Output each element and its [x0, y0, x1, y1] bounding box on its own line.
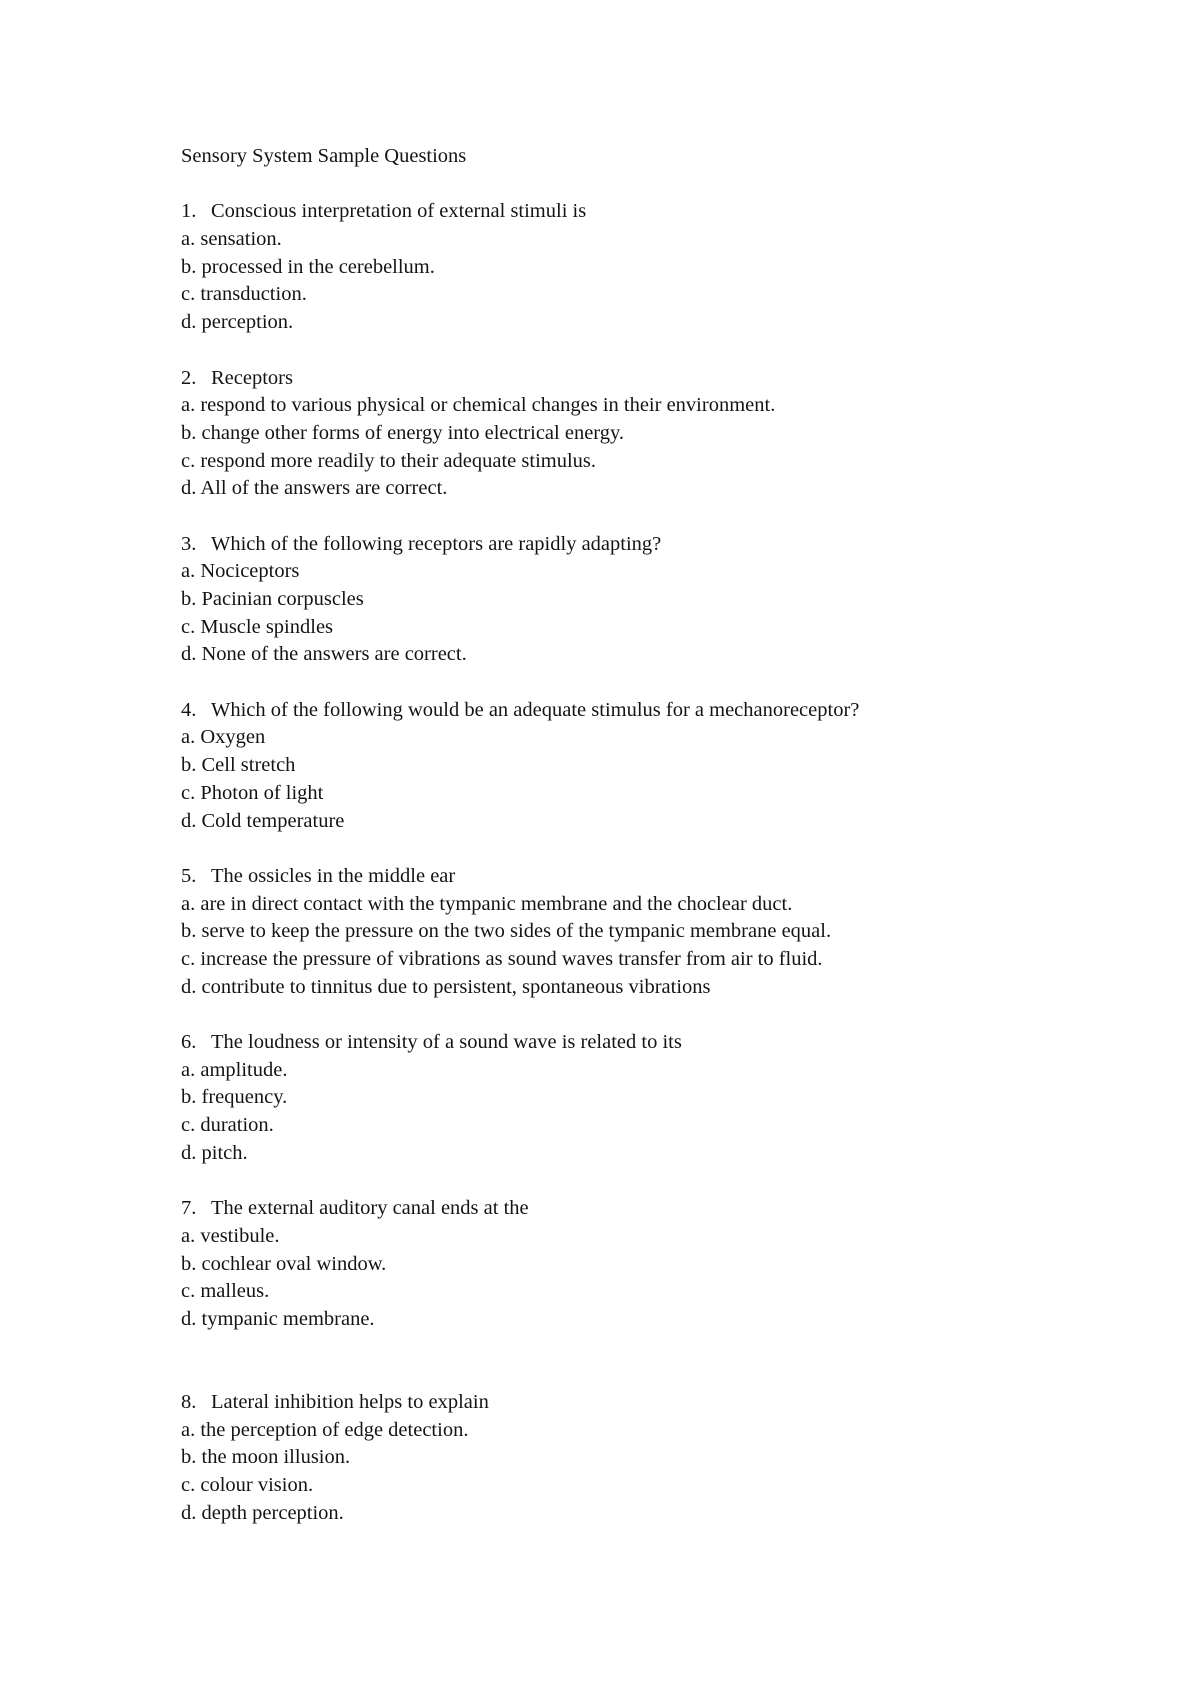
- question-stem: [181, 1389, 1161, 1417]
- answer-option-b: b. serve to keep the pressure on the two sides of the tympanic membrane equal.: [181, 920, 832, 943]
- document-content: [181, 143, 1161, 1555]
- answer-option-b: b. cochlear oval window.: [181, 1252, 387, 1275]
- answer-option-c: c. transduction.: [181, 283, 307, 306]
- question-3: [181, 531, 1161, 669]
- question-number: 3.: [181, 532, 197, 555]
- answer-option-b: b. the moon illusion.: [181, 1446, 351, 1469]
- question-8: [181, 1389, 1161, 1527]
- question-text: Which of the following would be an adequate stimulus for a mechanoreceptor?: [211, 698, 860, 721]
- answer-option-a: a. amplitude.: [181, 1058, 288, 1081]
- question-number: 2.: [181, 366, 197, 389]
- answer-option-b: b. frequency.: [181, 1086, 288, 1109]
- answer-option-b: b. Pacinian corpuscles: [181, 588, 364, 610]
- answer-option-d: d. All of the answers are correct.: [181, 477, 448, 500]
- answer-option-d: d. depth perception.: [181, 1501, 344, 1524]
- answer-option-a: a. the perception of edge detection.: [181, 1418, 469, 1441]
- answer-option-a: a. respond to various physical or chemical changes in their environment.: [181, 394, 776, 417]
- answer-option-a: a. Oxygen: [181, 726, 266, 749]
- question-number: 6.: [181, 1031, 197, 1053]
- question-text: Which of the following receptors are rapidly adapting?: [211, 532, 662, 555]
- answer-option-b: b. processed in the cerebellum.: [181, 255, 435, 278]
- answer-option-d: d. Cold temperature: [181, 809, 345, 832]
- answer-option-b: b. change other forms of energy into electrical energy.: [181, 421, 625, 444]
- question-number: 8.: [181, 1390, 197, 1413]
- question-4: [181, 697, 1161, 835]
- answer-option-c: c. duration.: [181, 1114, 274, 1137]
- answer-option-d: d. tympanic membrane.: [181, 1307, 375, 1330]
- question-stem: [181, 863, 1161, 891]
- answer-option-a: a. sensation.: [181, 228, 282, 251]
- answer-option-c: c. Muscle spindles: [181, 615, 334, 638]
- document-title: Sensory System Sample Questions: [181, 145, 467, 167]
- answer-option-d: d. None of the answers are correct.: [181, 643, 467, 666]
- question-text: The external auditory canal ends at the: [211, 1197, 529, 1220]
- question-stem: [181, 531, 1161, 559]
- answer-option-c: c. colour vision.: [181, 1474, 314, 1497]
- question-text: Conscious interpretation of external stimuli is: [211, 200, 587, 223]
- answer-option-c: c. respond more readily to their adequate stimulus.: [181, 449, 597, 472]
- answer-option-c: c. Photon of light: [181, 781, 324, 804]
- question-stem: [181, 365, 1161, 393]
- question-text: The ossicles in the middle ear: [211, 864, 456, 887]
- answer-option-c: c. malleus.: [181, 1280, 270, 1303]
- question-1: [181, 198, 1161, 336]
- answer-option-a: a. vestibule.: [181, 1224, 280, 1247]
- answer-option-d: d. contribute to tinnitus due to persistent, spontaneous vibrations: [181, 975, 711, 998]
- question-stem: [181, 198, 1161, 226]
- question-number: 5.: [181, 864, 197, 887]
- question-number: 1.: [181, 200, 197, 223]
- question-number: 7.: [181, 1197, 197, 1220]
- question-6: [181, 1029, 1161, 1167]
- question-stem: [181, 1029, 1161, 1057]
- answer-option-a: a. are in direct contact with the tympanic membrane and the choclear duct.: [181, 892, 793, 915]
- question-text: Lateral inhibition helps to explain: [211, 1390, 489, 1413]
- question-7: [181, 1195, 1161, 1333]
- question-text: Receptors: [211, 366, 293, 389]
- question-5: [181, 863, 1161, 1001]
- question-text: The loudness or intensity of a sound wave is related to its: [211, 1031, 682, 1053]
- answer-option-a: a. Nociceptors: [181, 560, 300, 583]
- question-stem: [181, 1195, 1161, 1223]
- question-number: 4.: [181, 698, 197, 721]
- answer-option-d: d. perception.: [181, 311, 294, 334]
- answer-option-b: b. Cell stretch: [181, 754, 296, 777]
- question-2: [181, 365, 1161, 503]
- question-stem: [181, 697, 1161, 725]
- answer-option-d: d. pitch.: [181, 1141, 248, 1164]
- answer-option-c: c. increase the pressure of vibrations as sound waves transfer from air to fluid.: [181, 947, 823, 970]
